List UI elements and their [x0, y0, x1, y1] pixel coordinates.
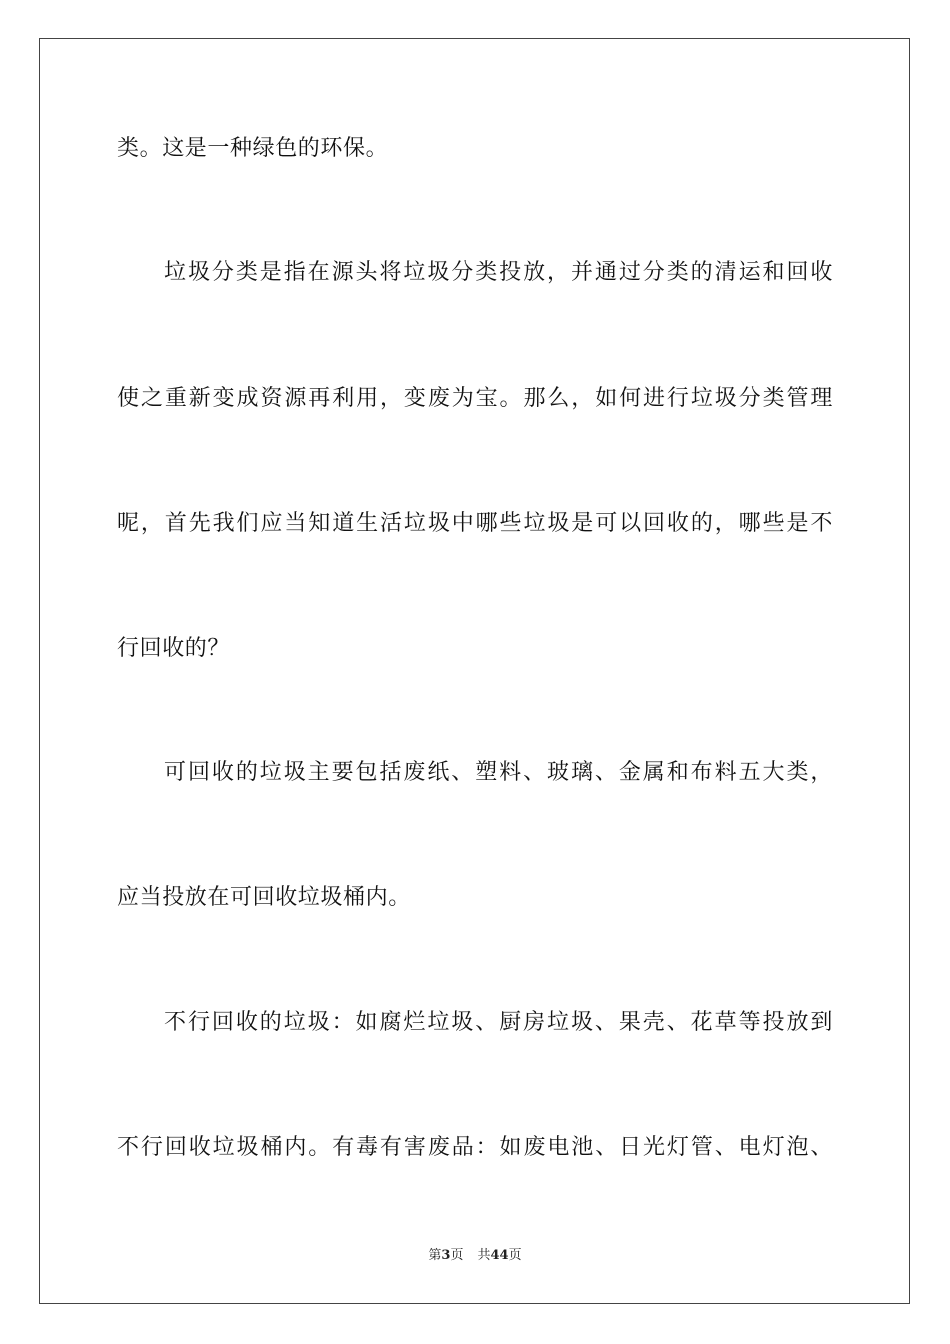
- footer-page-number: 3: [441, 1248, 451, 1263]
- footer-total-pages: 44: [490, 1248, 509, 1263]
- page-border: [39, 38, 910, 1304]
- paragraph-line: 垃圾分类是指在源头将垃圾分类投放，并通过分类的清运和回收: [164, 260, 833, 285]
- paragraph-line: 可回收的垃圾主要包括废纸、塑料、玻璃、金属和布料五大类，: [164, 760, 833, 785]
- footer-page-suffix: 页: [450, 1248, 464, 1263]
- paragraph-line: 使之重新变成资源再利用，变废为宝。那么，如何进行垃圾分类管理: [117, 386, 833, 411]
- paragraph-line: 不行回收的垃圾：如腐烂垃圾、厨房垃圾、果壳、花草等投放到: [164, 1010, 833, 1035]
- paragraph-line: 应当投放在可回收垃圾桶内。: [117, 885, 411, 910]
- footer-total-suffix: 页: [508, 1248, 522, 1263]
- footer-total-prefix: 共: [477, 1248, 491, 1263]
- paragraph-line: 类。这是一种绿色的环保。: [117, 136, 389, 161]
- paragraph-line: 行回收的？: [117, 636, 231, 661]
- paragraph-line: 呢，首先我们应当知道生活垃圾中哪些垃圾是可以回收的，哪些是不: [117, 511, 833, 536]
- page-footer: [0, 1248, 950, 1264]
- paragraph-line: 不行回收垃圾桶内。有毒有害废品：如废电池、日光灯管、电灯泡、: [117, 1135, 833, 1160]
- footer-page-prefix: 第: [428, 1248, 442, 1263]
